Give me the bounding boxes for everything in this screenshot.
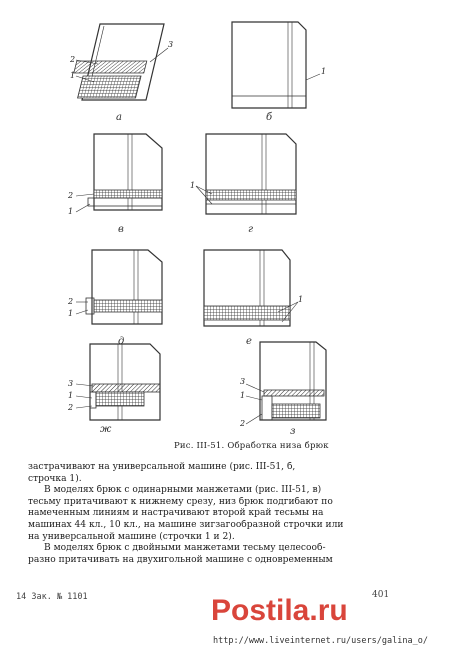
- callout-1: 1: [70, 71, 76, 80]
- callout-2: 2: [68, 191, 74, 200]
- body-line: на универсальной машине (строчки 1 и 2).: [28, 531, 235, 542]
- body-line: разно притачивать на двухигольной машине с одновременным: [28, 554, 333, 565]
- body-line: тесьму притачивают к нижнему срезу, низ брюк подгибают по: [28, 496, 333, 507]
- callout-1: 1: [298, 295, 304, 304]
- callout-1: 1: [321, 67, 327, 76]
- body-line: намеченным линиям и настрачивают второй край тесьмы на: [28, 508, 324, 519]
- panel-label-d: д: [118, 336, 125, 347]
- callout-1: 1: [68, 391, 74, 400]
- callout-3: 3: [68, 379, 74, 388]
- panel-d: [67, 250, 162, 347]
- body-line: В моделях брюк с одинарными манжетами (рис. III-51, в): [44, 485, 322, 496]
- folio-left: 14 Зак. № 1101: [16, 592, 88, 602]
- callout-1: 1: [240, 391, 246, 400]
- panel-b: [232, 22, 326, 123]
- body-line: В моделях брюк с двойными манжетами тесьму целесооб-: [44, 543, 326, 554]
- callout-2: 2: [68, 403, 74, 412]
- panel-e: [204, 250, 303, 347]
- callout-2: 2: [68, 297, 74, 306]
- panel-label-a: а: [116, 112, 122, 123]
- body-line: строчка 1).: [28, 473, 82, 484]
- callout-1: 1: [190, 181, 196, 190]
- panel-label-e: е: [246, 336, 252, 347]
- page-number: 401: [372, 590, 390, 600]
- panel-a: [69, 24, 173, 123]
- panel-label-z: з: [290, 426, 296, 437]
- callout-1: 1: [68, 309, 74, 318]
- callout-2: 2: [240, 419, 246, 428]
- panel-label-v: в: [118, 224, 124, 235]
- watermark-brand[interactable]: Postila.ru: [211, 594, 348, 627]
- panel-label-zh: ж: [100, 424, 112, 435]
- panel-g: [190, 134, 296, 235]
- panel-v: [67, 134, 162, 235]
- panel-label-b: б: [266, 112, 273, 123]
- callout-1: 1: [68, 207, 74, 216]
- body-line: застрачивают на универсальной машине (рис. III-51, б,: [28, 462, 296, 472]
- body-line: машинах 44 кл., 10 кл., на машине зигзагообразной строчки или: [28, 519, 344, 530]
- callout-3: 3: [168, 40, 174, 49]
- body-text: [28, 462, 398, 566]
- callout-2: 2: [70, 55, 76, 64]
- panel-zh: [67, 344, 160, 435]
- panel-label-g: г: [248, 224, 254, 235]
- postila-watermark[interactable]: [209, 584, 449, 634]
- panel-z: [239, 342, 326, 437]
- callout-3: 3: [240, 377, 246, 386]
- figure-caption: Рис. III-51. Обработка низа брюк: [174, 441, 329, 451]
- watermark-url[interactable]: http://www.liveinternet.ru/users/galina_o/: [213, 636, 428, 646]
